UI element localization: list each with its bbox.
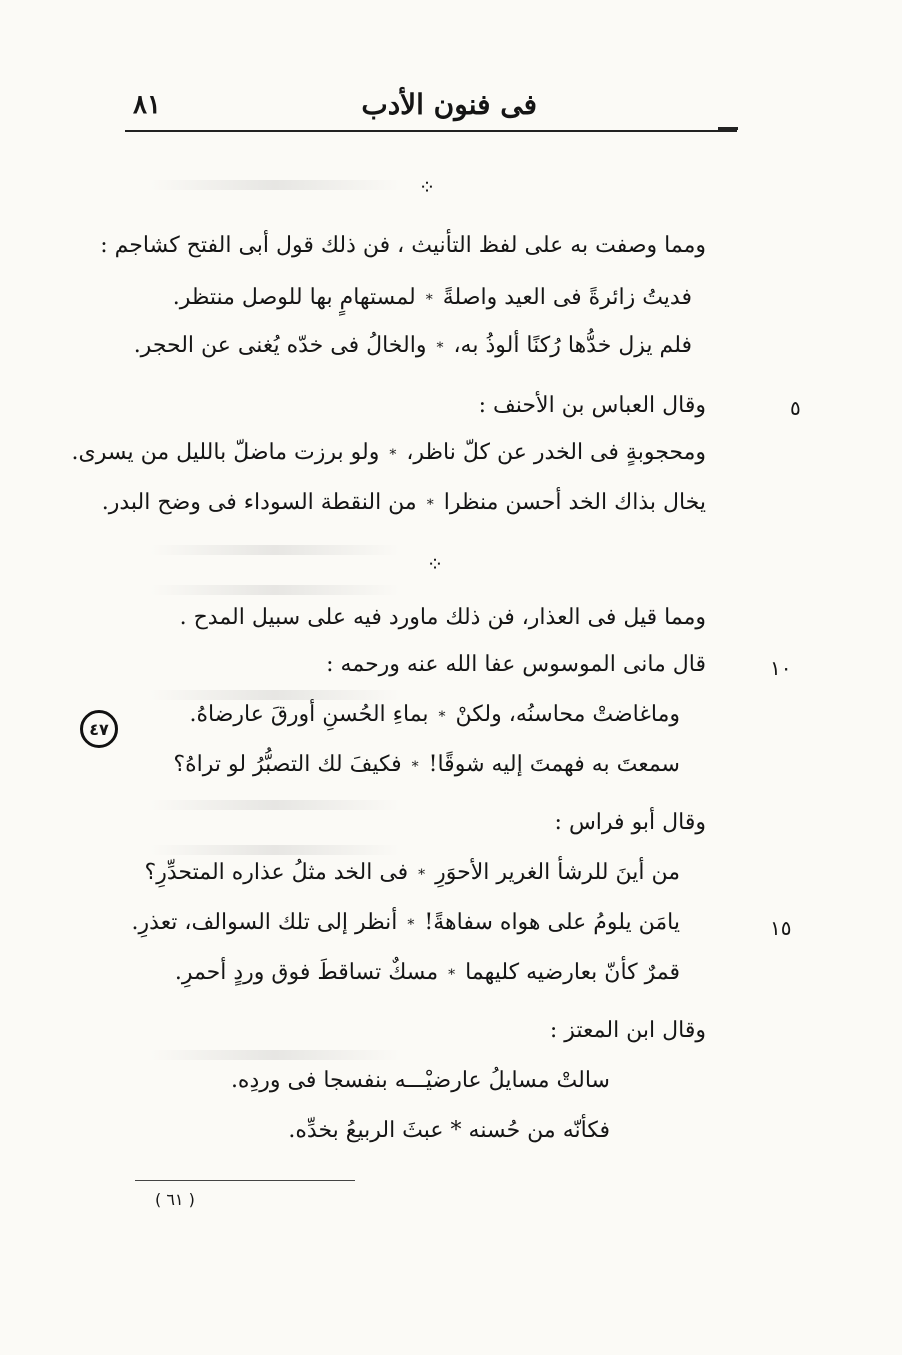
verse-separator: * xyxy=(407,917,415,933)
bleed-through-mark xyxy=(150,800,400,810)
verse-hemistich-first: قمرٌ كأنّ بعارضيه كليهما xyxy=(465,960,680,985)
verse-hemistich-first: يخال بذاك الخد أحسن منظرا xyxy=(443,490,706,515)
bleed-through-mark xyxy=(150,545,400,555)
verse-line xyxy=(134,333,692,358)
library-stamp: ٤٧ xyxy=(80,710,118,748)
section-ornament: ⁘ xyxy=(418,175,442,199)
verse-separator: * xyxy=(448,967,456,983)
verse-line: فكأنّه من حُسنه * عبثَ الربيعُ بخدِّه. xyxy=(288,1118,610,1143)
signature-mark: ( ٦١ ) xyxy=(155,1190,195,1209)
verse-hemistich-first: فلم يزل خدُّها رُكنًا ألوذُ به، xyxy=(453,333,692,358)
verse-line xyxy=(132,910,680,935)
verse-hemistich-second: فكيفَ لك التصبُّرُ لو تراهُ؟ xyxy=(173,752,402,777)
verse-hemistich-second: فى الخد مثلُ عذاره المتحدِّرِ؟ xyxy=(144,860,409,885)
verse-hemistich-second: ولو برزت ماضلّ بالليل من يسرى. xyxy=(71,440,380,465)
verse-separator: * xyxy=(411,759,419,775)
section-intro: ومما وصفت به على لفظ التأنيث ، فن ذلك قول أبى الفتح كشاجم : xyxy=(100,233,706,258)
verse-hemistich-first: سمعتَ به فهمتَ إليه شوقًا! xyxy=(428,752,680,777)
bleed-through-mark xyxy=(150,690,400,700)
verse-separator: * xyxy=(436,340,444,356)
verse-hemistich-second: بماءِ الحُسنِ أورقَ عارضاهُ. xyxy=(189,702,429,727)
verse-hemistich-first: وماغاضتْ محاسنُه، ولكنْ xyxy=(455,702,680,727)
verse-separator: * xyxy=(418,867,426,883)
page-number: ٨١ xyxy=(133,90,161,120)
verse-hemistich-second: أنظر إلى تلك السوالف، تعذرِ. xyxy=(131,910,398,935)
verse-line xyxy=(71,440,706,465)
verse-line xyxy=(102,490,706,515)
header-rule xyxy=(125,130,737,132)
line-number-margin: ١٥ xyxy=(770,916,792,940)
verse-hemistich-first: يامَن يلومُ على هواه سفاهةً! xyxy=(424,910,680,935)
line-number-margin: ٥ xyxy=(790,396,801,420)
verse-line xyxy=(145,860,680,885)
running-title: فى فنون الأدب xyxy=(361,88,537,121)
verse-hemistich-second: لمستهامٍ بها للوصل منتظر. xyxy=(172,285,416,310)
verse-hemistich-second: من النقطة السوداء فى وضح البدر. xyxy=(101,490,417,515)
poet-attribution: وقال العباس بن الأحنف : xyxy=(478,393,706,418)
verse-hemistich-first: فديتُ زائرةً فى العيد واصلةً xyxy=(442,285,692,310)
section-ornament: ⁘ xyxy=(426,552,450,576)
verse-line xyxy=(173,752,680,777)
verse-separator: * xyxy=(389,447,397,463)
bleed-through-mark xyxy=(150,845,400,855)
verse-line xyxy=(189,702,680,727)
header-rule-accent xyxy=(718,127,738,130)
bleed-through-mark xyxy=(150,180,400,190)
bleed-through-mark xyxy=(150,585,400,595)
verse-hemistich-first: من أينَ للرشأ الغرير الأحوَرِ xyxy=(435,860,680,885)
verse-separator: * xyxy=(438,709,446,725)
verse-hemistich-second: مسكٌ تساقطَ فوق وردٍ أحمرِ. xyxy=(174,960,439,985)
poet-attribution: قال مانى الموسوس عفا الله عنه ورحمه : xyxy=(326,652,706,677)
bleed-through-mark xyxy=(150,1050,400,1060)
line-number-margin: ١٠ xyxy=(770,656,792,680)
verse-separator: * xyxy=(425,292,433,308)
section-intro: ومما قيل فى العذار، فن ذلك ماورد فيه على سبيل المدح . xyxy=(179,605,706,630)
footer-rule xyxy=(135,1180,355,1181)
verse-hemistich-first: ومحجوبةٍ فى الخدر عن كلّ ناظر، xyxy=(406,440,706,465)
verse-line xyxy=(173,285,692,310)
poet-attribution: وقال أبو فراس : xyxy=(554,810,706,835)
verse-hemistich-second: والخالُ فى خدّه يُغنى عن الحجر. xyxy=(133,333,427,358)
page-header xyxy=(125,88,737,128)
verse-line: سالتْ مسايلُ عارضيْـــه بنفسجا فى وردِه. xyxy=(230,1068,610,1093)
poet-attribution: وقال ابن المعتز : xyxy=(549,1018,706,1043)
verse-line xyxy=(175,960,680,985)
verse-separator: * xyxy=(426,497,434,513)
